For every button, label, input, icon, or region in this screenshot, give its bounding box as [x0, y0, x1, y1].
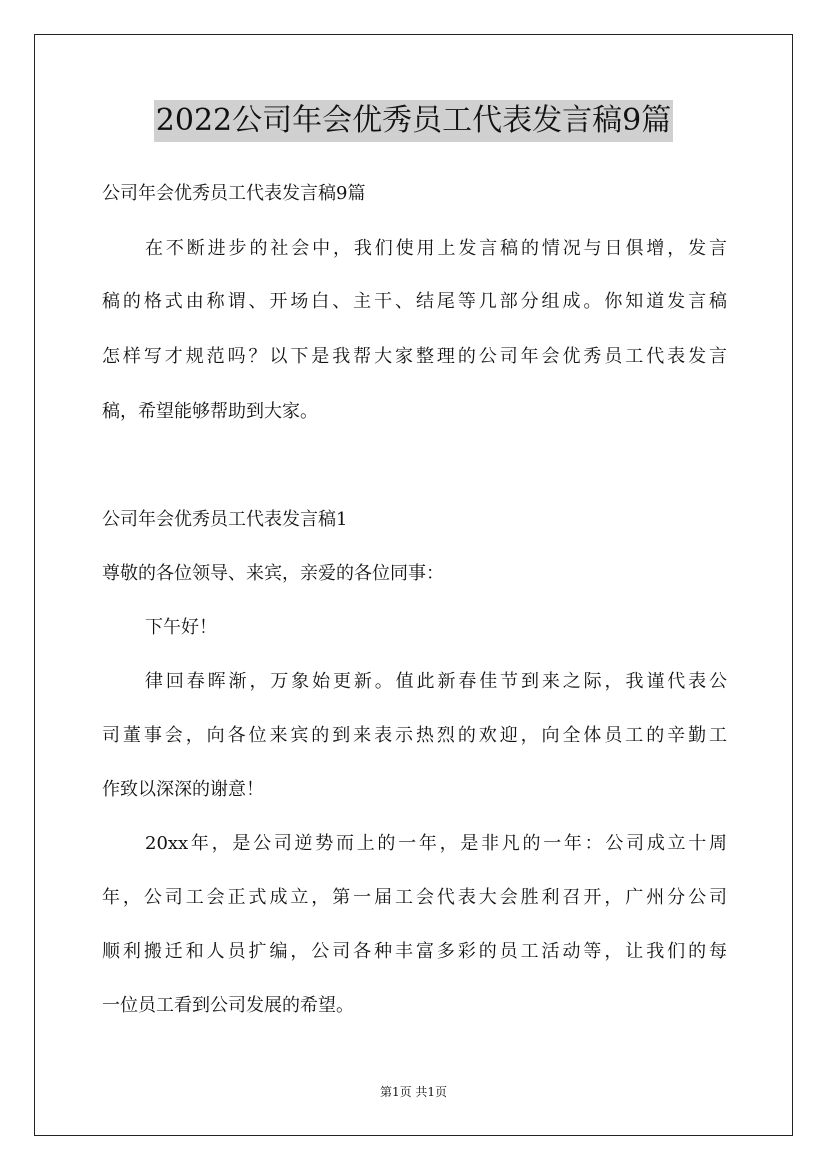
intro-line-3: 怎样写才规范吗？以下是我帮大家整理的公司年会优秀员工代表发言	[102, 346, 727, 367]
para2-line-3: 顺利搬迁和人员扩编，公司各种丰富多彩的员工活动等，让我们的每	[102, 941, 727, 962]
greeting: 下午好！	[145, 617, 217, 638]
para1-line-3: 作致以深深的谢意！	[102, 779, 264, 800]
salutation: 尊敬的各位领导、来宾，亲爱的各位同事：	[102, 563, 444, 584]
page-footer: 第1页 共1页	[379, 1085, 448, 1099]
intro-line-2: 稿的格式由称谓、开场白、主干、结尾等几部分组成。你知道发言稿	[102, 291, 727, 312]
para2-line-2: 年，公司工会正式成立，第一届工会代表大会胜利召开，广州分公司	[102, 887, 727, 908]
section-heading: 公司年会优秀员工代表发言稿1	[102, 509, 348, 530]
title-container	[0, 100, 827, 142]
para2-line-1: 20xx年，是公司逆势而上的一年，是非凡的一年：公司成立十周	[145, 833, 727, 854]
intro-line-1: 在不断进步的社会中，我们使用上发言稿的情况与日俱增，发言	[145, 238, 727, 259]
para1-line-2: 司董事会，向各位来宾的到来表示热烈的欢迎，向全体员工的辛勤工	[102, 725, 727, 746]
para1-line-1: 律回春晖渐，万象始更新。值此新春佳节到来之际，我谨代表公	[145, 671, 727, 692]
intro-line-4: 稿，希望能够帮助到大家。	[102, 401, 318, 422]
para2-line-4: 一位员工看到公司发展的希望。	[102, 995, 354, 1016]
document-title: 2022公司年会优秀员工代表发言稿9篇	[154, 100, 673, 142]
document-subtitle: 公司年会优秀员工代表发言稿9篇	[102, 183, 366, 204]
